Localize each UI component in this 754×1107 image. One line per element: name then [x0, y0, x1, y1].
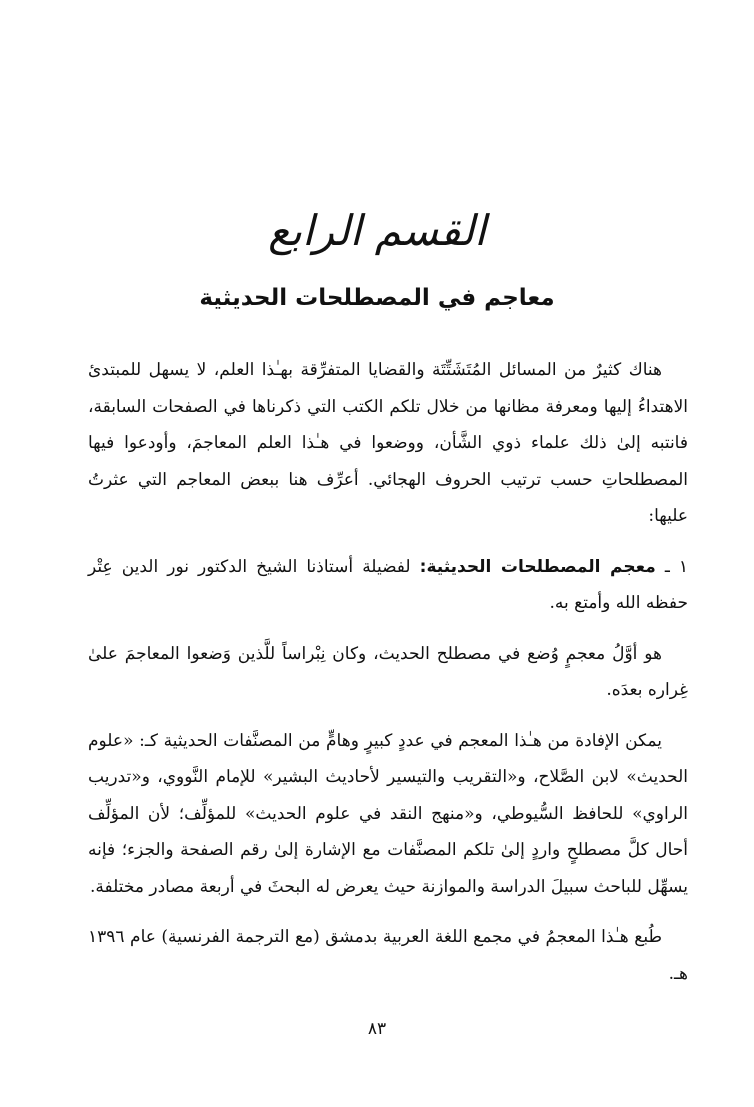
page-number: ٨٣ [367, 1019, 387, 1039]
entry-1 [88, 549, 688, 622]
entry-1-heading: معجم المصطلحات الحديثية: [419, 556, 656, 577]
section-title: القسم الرابع [268, 206, 486, 255]
entry-1-number: ١ ـ [664, 556, 688, 577]
publication-paragraph: طُبع هـٰذا المعجمُ في مجمع اللغة العربية بدمشق (مع الترجمة الفرنسية) عام ١٣٩٦ هـ. [88, 927, 688, 984]
chapter-title: معاجم في المصطلحات الحديثية [199, 285, 555, 311]
first-dictionary-paragraph: هو أوَّلُ معجمٍ وُضع في مصطلح الحديث، وكان نِبْراساً للَّذين وَضعوا المعاجمَ علىٰ غِراره بعدَه. [88, 643, 688, 700]
body-text [88, 352, 688, 1006]
entry-1-text: لفضيلة أستاذنا الشيخ الدكتور نور الدين عِتْر حفظه الله وأمتع به. [88, 556, 688, 613]
benefit-paragraph: يمكن الإفادة من هـٰذا المعجم في عددٍ كبيرٍ وهامٍّ من المصنَّفات الحديثية كـ: «علوم الحديث» لابن الصَّلاح، و«التقريب والتيسير لأحاديث البشير» للإمام النَّووي، و«تدريب الراوي» للحافظ السُّيوطي، و«منهج النقد في علوم الحديث» للمؤلِّف؛ لأن المؤلِّف أحال كلَّ مصطلحٍ واردٍ إلىٰ تلكم المصنَّفات مع الإشارة إلىٰ رقم الصفحة والجزء؛ فإنه يسهِّل للباحث سبيلَ الدراسة والموازنة حيث يعرض له البحثَ في أربعة مصادر مختلفة. [88, 730, 688, 897]
intro-paragraph: هناك كثيرٌ من المسائل المُتَشَتِّتَة والقضايا المتفرِّقة بهـٰذا العلم، لا يسهل للمبتدئ الاهتداءُ إليها ومعرفة مظانها من خلال تلكم الكتب التي ذكرناها في الصفحات السابقة، فانتبه إلىٰ ذلك علماء ذوي الشَّأن، ووضعوا في هـٰذا العلم المعاجمَ، وأودعوا فيها المصطلحاتِ حسب ترتيب الحروف الهجائي. أعرِّف هنا ببعض المعاجم التي عثرتُ عليها: [88, 360, 688, 526]
